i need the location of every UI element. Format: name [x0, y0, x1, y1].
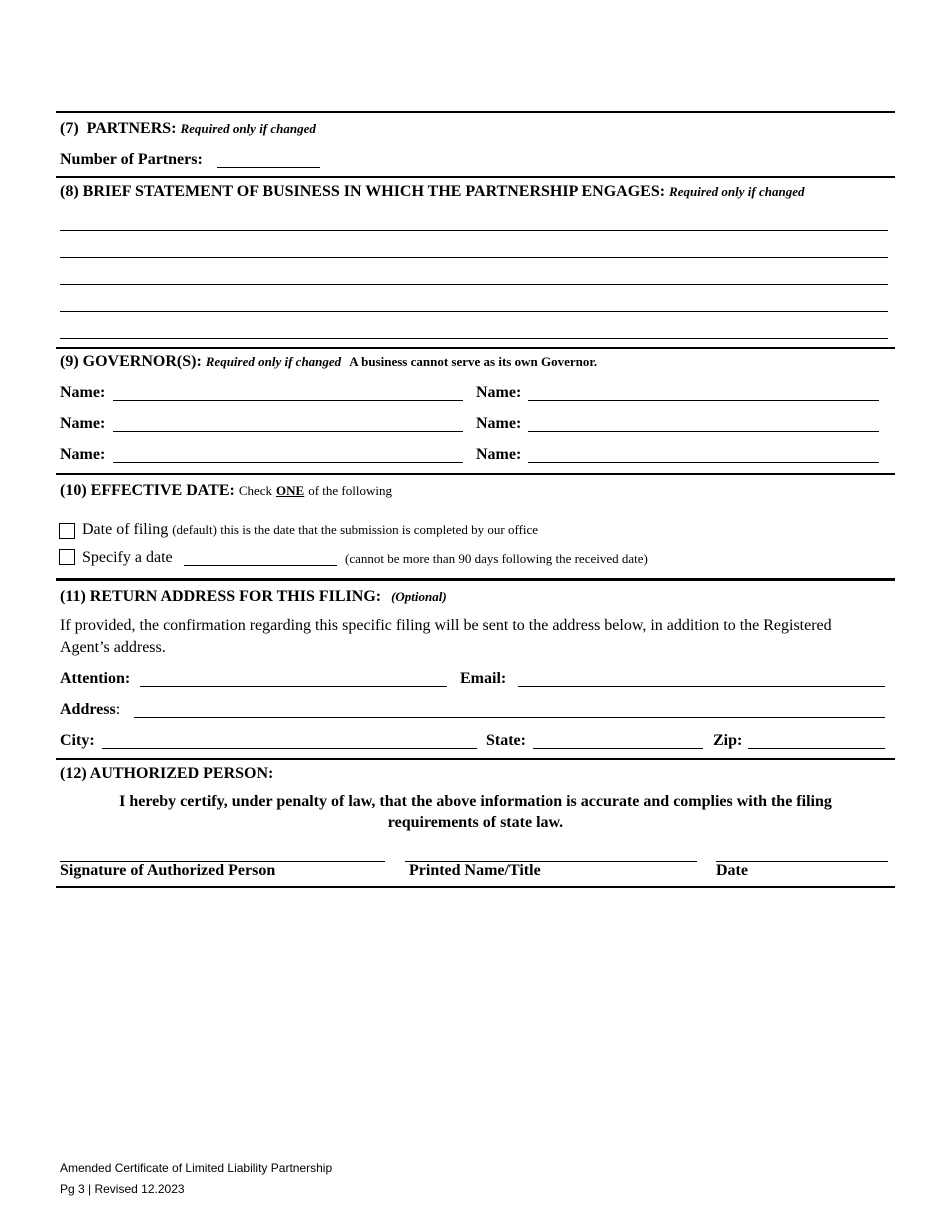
governor-name-label: Name: — [60, 446, 106, 463]
email-label: Email: — [460, 670, 507, 687]
governor-name-field-2[interactable] — [528, 400, 879, 401]
governor-name-label: Name: — [60, 415, 106, 432]
partners-label: Number of Partners: — [60, 151, 203, 168]
specify-date-note: (cannot be more than 90 days following the received date) — [345, 551, 648, 566]
return-address-description-cont: Agent’s address. — [60, 639, 166, 656]
section-10-heading: (10) EFFECTIVE DATE: Check ONE of the following — [60, 482, 392, 499]
business-statement-line-3[interactable] — [60, 284, 888, 285]
city-field[interactable] — [102, 748, 477, 749]
section-divider — [56, 886, 895, 888]
date-of-filing-option: Date of filing (default) this is the date that the submission is completed by our office — [82, 521, 539, 538]
section-8-heading: (8) BRIEF STATEMENT OF BUSINESS IN WHICH THE PARTNERSHIP ENGAGES: Required only if changed — [60, 183, 805, 200]
email-field[interactable] — [518, 686, 885, 687]
return-address-description: If provided, the confirmation regarding this specific filing will be sent to the address below, in addition to the Registered — [60, 617, 832, 634]
governor-name-field-1[interactable] — [113, 400, 463, 401]
governor-name-field-6[interactable] — [528, 462, 879, 463]
footer-page-info: Pg 3 | Revised 12.2023 — [60, 1182, 185, 1196]
printed-name-label: Printed Name/Title — [409, 862, 541, 879]
section-7-heading: (7) PARTNERS: Required only if changed — [60, 120, 316, 137]
governor-name-label: Name: — [476, 415, 522, 432]
signature-label: Signature of Authorized Person — [60, 862, 276, 879]
certification-statement-cont: requirements of state law. — [387, 814, 564, 831]
certification-statement: I hereby certify, under penalty of law, that the above information is accurate and complies with the filing — [119, 793, 832, 810]
governor-name-label: Name: — [476, 384, 522, 401]
business-statement-line-5[interactable] — [60, 338, 888, 339]
section-divider — [56, 347, 895, 349]
section-divider — [56, 473, 895, 475]
governor-name-field-3[interactable] — [113, 431, 463, 432]
section-divider — [56, 111, 895, 113]
specify-date-checkbox[interactable] — [59, 549, 75, 565]
governor-name-label: Name: — [476, 446, 522, 463]
state-label: State: — [486, 732, 526, 749]
date-of-filing-checkbox[interactable] — [59, 523, 75, 539]
partners-count-field[interactable] — [217, 167, 320, 168]
attention-label: Attention: — [60, 670, 131, 687]
governor-name-field-4[interactable] — [528, 431, 879, 432]
business-statement-line-1[interactable] — [60, 230, 888, 231]
section-divider — [56, 578, 895, 581]
attention-field[interactable] — [140, 686, 447, 687]
footer-form-title: Amended Certificate of Limited Liability Partnership — [60, 1161, 333, 1175]
state-field[interactable] — [533, 748, 703, 749]
address-field[interactable] — [134, 717, 885, 718]
zip-field[interactable] — [748, 748, 885, 749]
section-divider — [56, 176, 895, 178]
section-9-heading: (9) GOVERNOR(S): Required only if changed A business cannot serve as its own Governor. — [60, 353, 598, 370]
zip-label: Zip: — [713, 732, 743, 749]
city-label: City: — [60, 732, 95, 749]
business-statement-line-2[interactable] — [60, 257, 888, 258]
governor-name-label: Name: — [60, 384, 106, 401]
governor-name-field-5[interactable] — [113, 462, 463, 463]
specify-date-field[interactable] — [184, 565, 337, 566]
section-11-heading: (11) RETURN ADDRESS FOR THIS FILING: (Optional) — [60, 588, 447, 605]
section-12-heading: (12) AUTHORIZED PERSON: — [60, 765, 274, 782]
business-statement-line-4[interactable] — [60, 311, 888, 312]
specify-date-label: Specify a date — [82, 549, 173, 566]
date-label: Date — [716, 862, 748, 879]
section-divider — [56, 758, 895, 760]
address-label: Address: — [60, 701, 121, 718]
